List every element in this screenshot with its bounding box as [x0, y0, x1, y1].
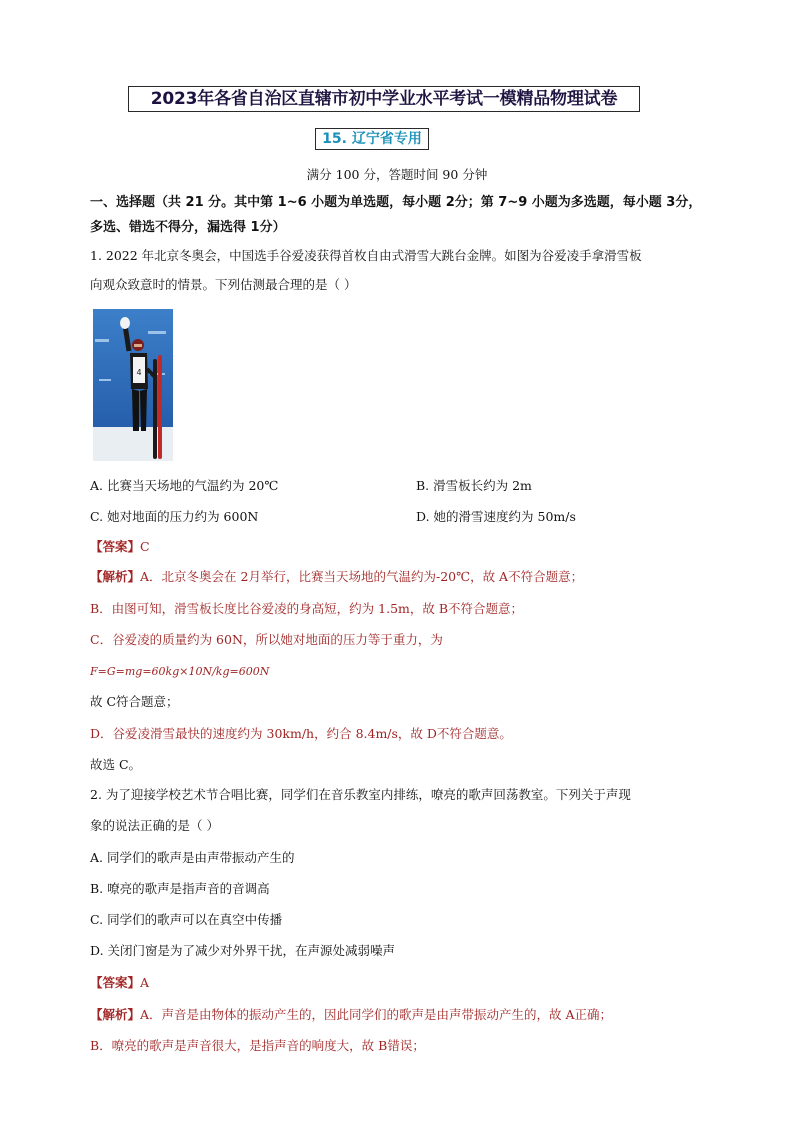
q1-formula: F=G=mg=60kg×10N/kg=600N: [90, 665, 270, 678]
section-heading-line-2: 多选、错选不得分，漏选得 1分）: [90, 220, 286, 235]
q1-analysis-b: B．由图可知，滑雪板长度比谷爱凌的身高短，约为 1.5m，故 B不符合题意；: [90, 601, 524, 616]
exam-title: 2023年各省自治区直辖市初中学业水平考试一模精品物理试卷: [128, 86, 640, 112]
q1-final-choice: 故选 C。: [90, 757, 142, 772]
q1-option-d: D. 她的滑雪速度约为 50m/s: [416, 509, 576, 524]
exam-info: 满分 100 分，答题时间 90 分钟: [306, 167, 488, 182]
q1-analysis-d: D．谷爱凌滑雪最快的速度约为 30km/h，约合 8.4m/s，故 D不符合题意。: [90, 726, 512, 741]
q1-analysis-a: [90, 568, 583, 586]
q2-stem-line-1: 2. 为了迎接学校艺术节合唱比赛，同学们在音乐教室内排练，嘹亮的歌声回荡教室。下列关于声现: [90, 787, 631, 802]
q1-stem-line-1: 1. 2022 年北京冬奥会，中国选手谷爱凌获得首枚自由式滑雪大跳台金牌。如图为谷爱凌手拿滑雪板: [90, 248, 642, 263]
q2-option-d: D. 关闭门窗是为了减少对外界干扰，在声源处减弱噪声: [90, 943, 396, 958]
q1-option-b: B. 滑雪板长约为 2m: [416, 478, 532, 493]
q2-analysis-a: [90, 1006, 612, 1024]
analysis-text: A．声音是由物体的振动产生的，因此同学们的歌声是由声带振动产生的，故 A正确；: [140, 1007, 613, 1022]
skier-photo: [93, 309, 173, 461]
answer-label: 【答案】: [90, 975, 141, 990]
q2-analysis-b: B．嘹亮的歌声是声音很大，是指声音的响度大，故 B错误；: [90, 1038, 425, 1053]
q1-conclusion-c: 故 C符合题意；: [90, 694, 179, 709]
answer-value: A: [140, 975, 150, 990]
q2-option-a: A. 同学们的歌声是由声带振动产生的: [90, 850, 295, 865]
answer-value: C: [140, 539, 150, 554]
analysis-text: A．北京冬奥会在 2月举行，比赛当天场地的气温约为-20℃，故 A不符合题意；: [140, 569, 584, 584]
q1-answer: [90, 538, 150, 556]
q1-option-c: C. 她对地面的压力约为 600N: [90, 509, 259, 524]
q1-analysis-c: C．谷爱凌的质量约为 60N，所以她对地面的压力等于重力，为: [90, 632, 443, 647]
q2-option-b: B. 嘹亮的歌声是指声音的音调高: [90, 881, 270, 896]
q2-option-c: C. 同学们的歌声可以在真空中传播: [90, 912, 283, 927]
q2-stem-line-2: 象的说法正确的是（ ）: [90, 818, 219, 833]
bib-number: 4: [136, 368, 142, 377]
analysis-label: 【解析】: [90, 569, 141, 584]
section-heading-line-1: 一、选择题（共 21 分。其中第 1~6 小题为单选题，每小题 2分；第 7~9 小题为多选题，每小题 3分，: [90, 195, 702, 210]
answer-label: 【答案】: [90, 539, 141, 554]
q1-stem-line-2: 向观众致意时的情景。下列估测最合理的是（ ）: [90, 277, 357, 292]
analysis-label: 【解析】: [90, 1007, 141, 1022]
province-subtitle: 15. 辽宁省专用: [315, 128, 429, 150]
q1-option-a: A. 比赛当天场地的气温约为 20℃: [90, 478, 279, 493]
q2-answer: [90, 974, 149, 992]
